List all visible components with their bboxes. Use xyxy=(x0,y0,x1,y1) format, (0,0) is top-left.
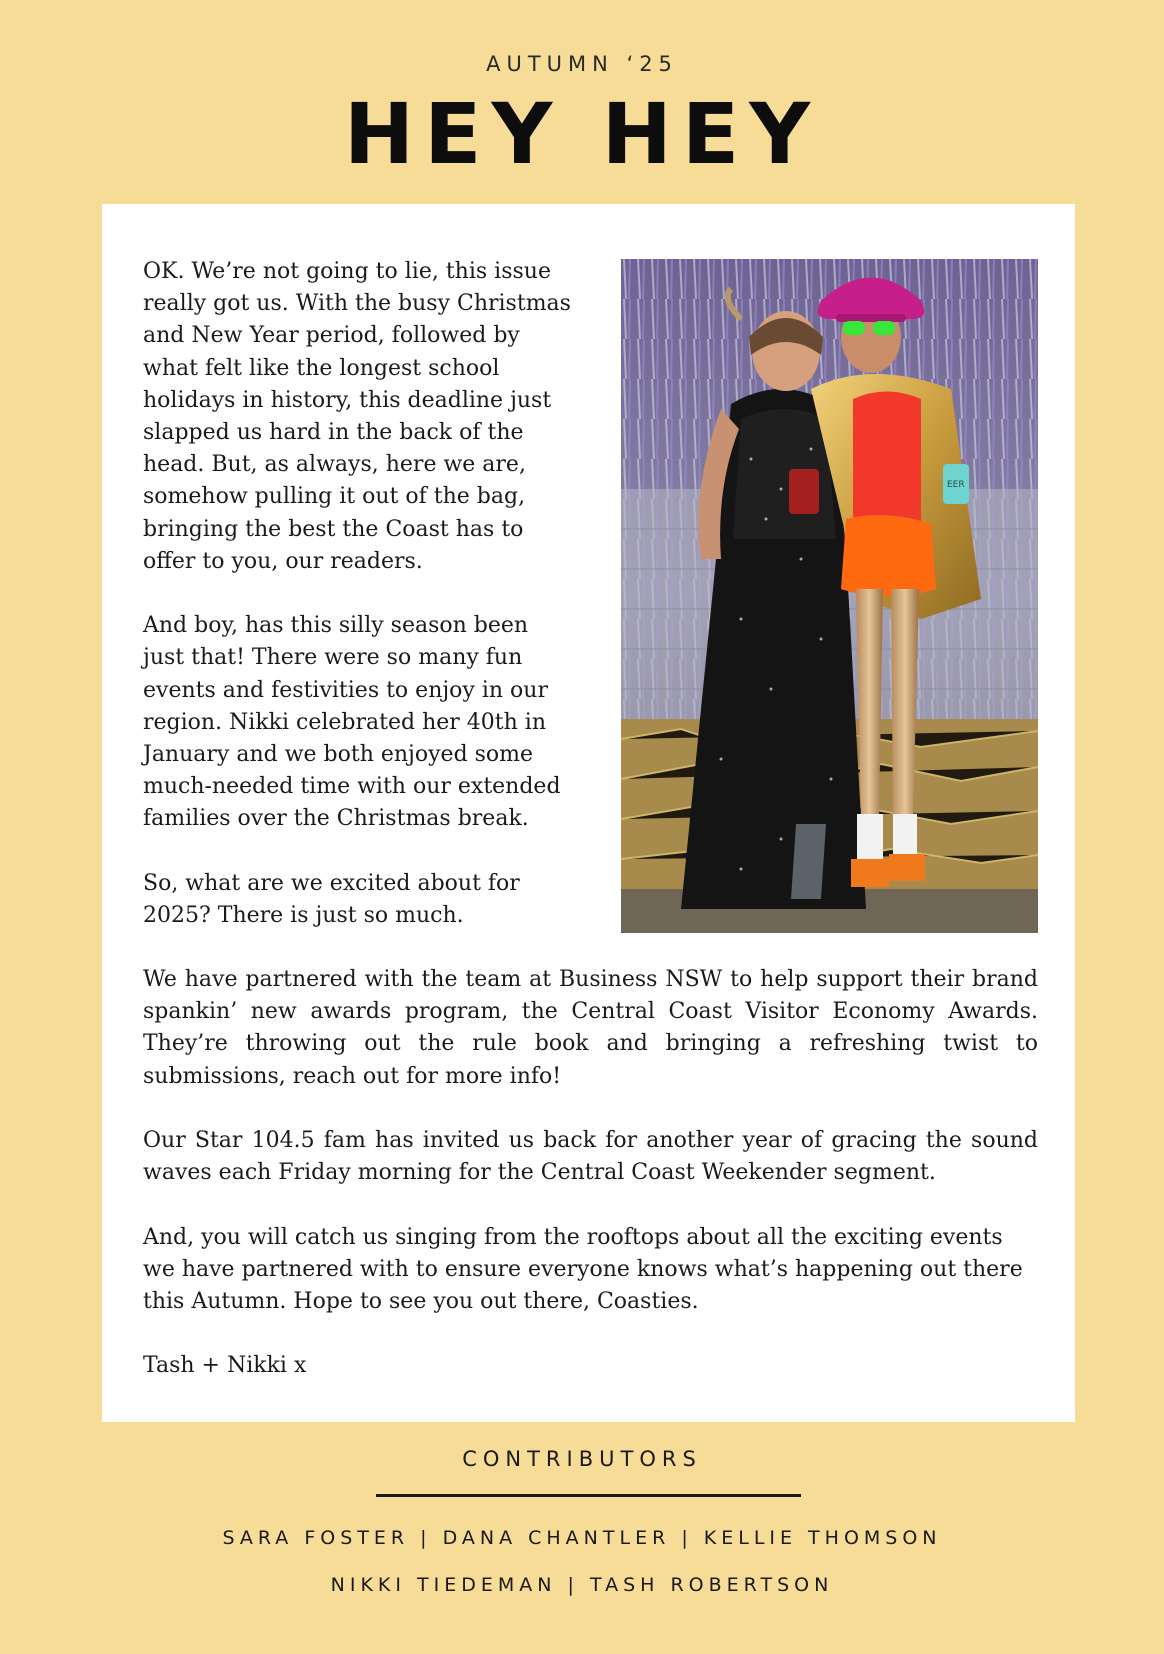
full-paragraph-3: And, you will catch us singing from the rooftops about all the exciting events we have partnered with to ensure everyone knows what’s happening out there this Autumn. Hope to see you out there, Coasties. xyxy=(143,1224,1023,1314)
contributors-line-2: NIKKI TIEDEMAN | TASH ROBERTSON xyxy=(330,1574,834,1596)
full-width-text xyxy=(143,964,1038,1415)
article-panel xyxy=(102,204,1075,1422)
intro-paragraph-2: And boy, has this silly season been just that! There were so many fun events and festivities to enjoy in our region. Nikki celebrated her 40th in January and we both enjoyed some much-needed time with our extended families over the Christmas break. xyxy=(143,613,561,832)
contributors-line-1: SARA FOSTER | DANA CHANTLER | KELLIE THOMSON xyxy=(222,1527,942,1549)
issue-label: AUTUMN ‘25 xyxy=(486,52,678,76)
can-label: EER xyxy=(947,480,965,490)
full-paragraph-2: Our Star 104.5 fam has invited us back for another year of gracing the sound waves each Friday morning for the Central Coast Weekender segment. xyxy=(143,1128,1038,1186)
intro-paragraph-3: So, what are we excited about for 2025? There is just so much. xyxy=(143,870,520,929)
full-paragraph-1: We have partnered with the team at Business NSW to help support their brand spankin’ new awards program, the Central Coast Visitor Economy Awards. They’re throwing out the rule book and bringing a refreshing twist to submissions, reach out for more info! xyxy=(143,967,1038,1089)
editors-photo xyxy=(621,259,1038,933)
editors-photo-illustration xyxy=(621,259,1038,933)
intro-paragraph-1: OK. We’re not going to lie, this issue really got us. With the busy Christmas and New Year period, followed by what felt like the longest school holidays in history, this deadline just slapped us hard in the back of the head. But, as always, here we are, somehow pulling it out of the bag, bringing the best the Coast has to offer to you, our readers. xyxy=(143,259,571,574)
intro-column xyxy=(143,256,573,964)
contributors-divider xyxy=(376,1494,801,1497)
page-title: HEY HEY xyxy=(343,85,821,183)
signoff: Tash + Nikki x xyxy=(143,1353,307,1379)
contributors-title: CONTRIBUTORS xyxy=(462,1447,702,1471)
